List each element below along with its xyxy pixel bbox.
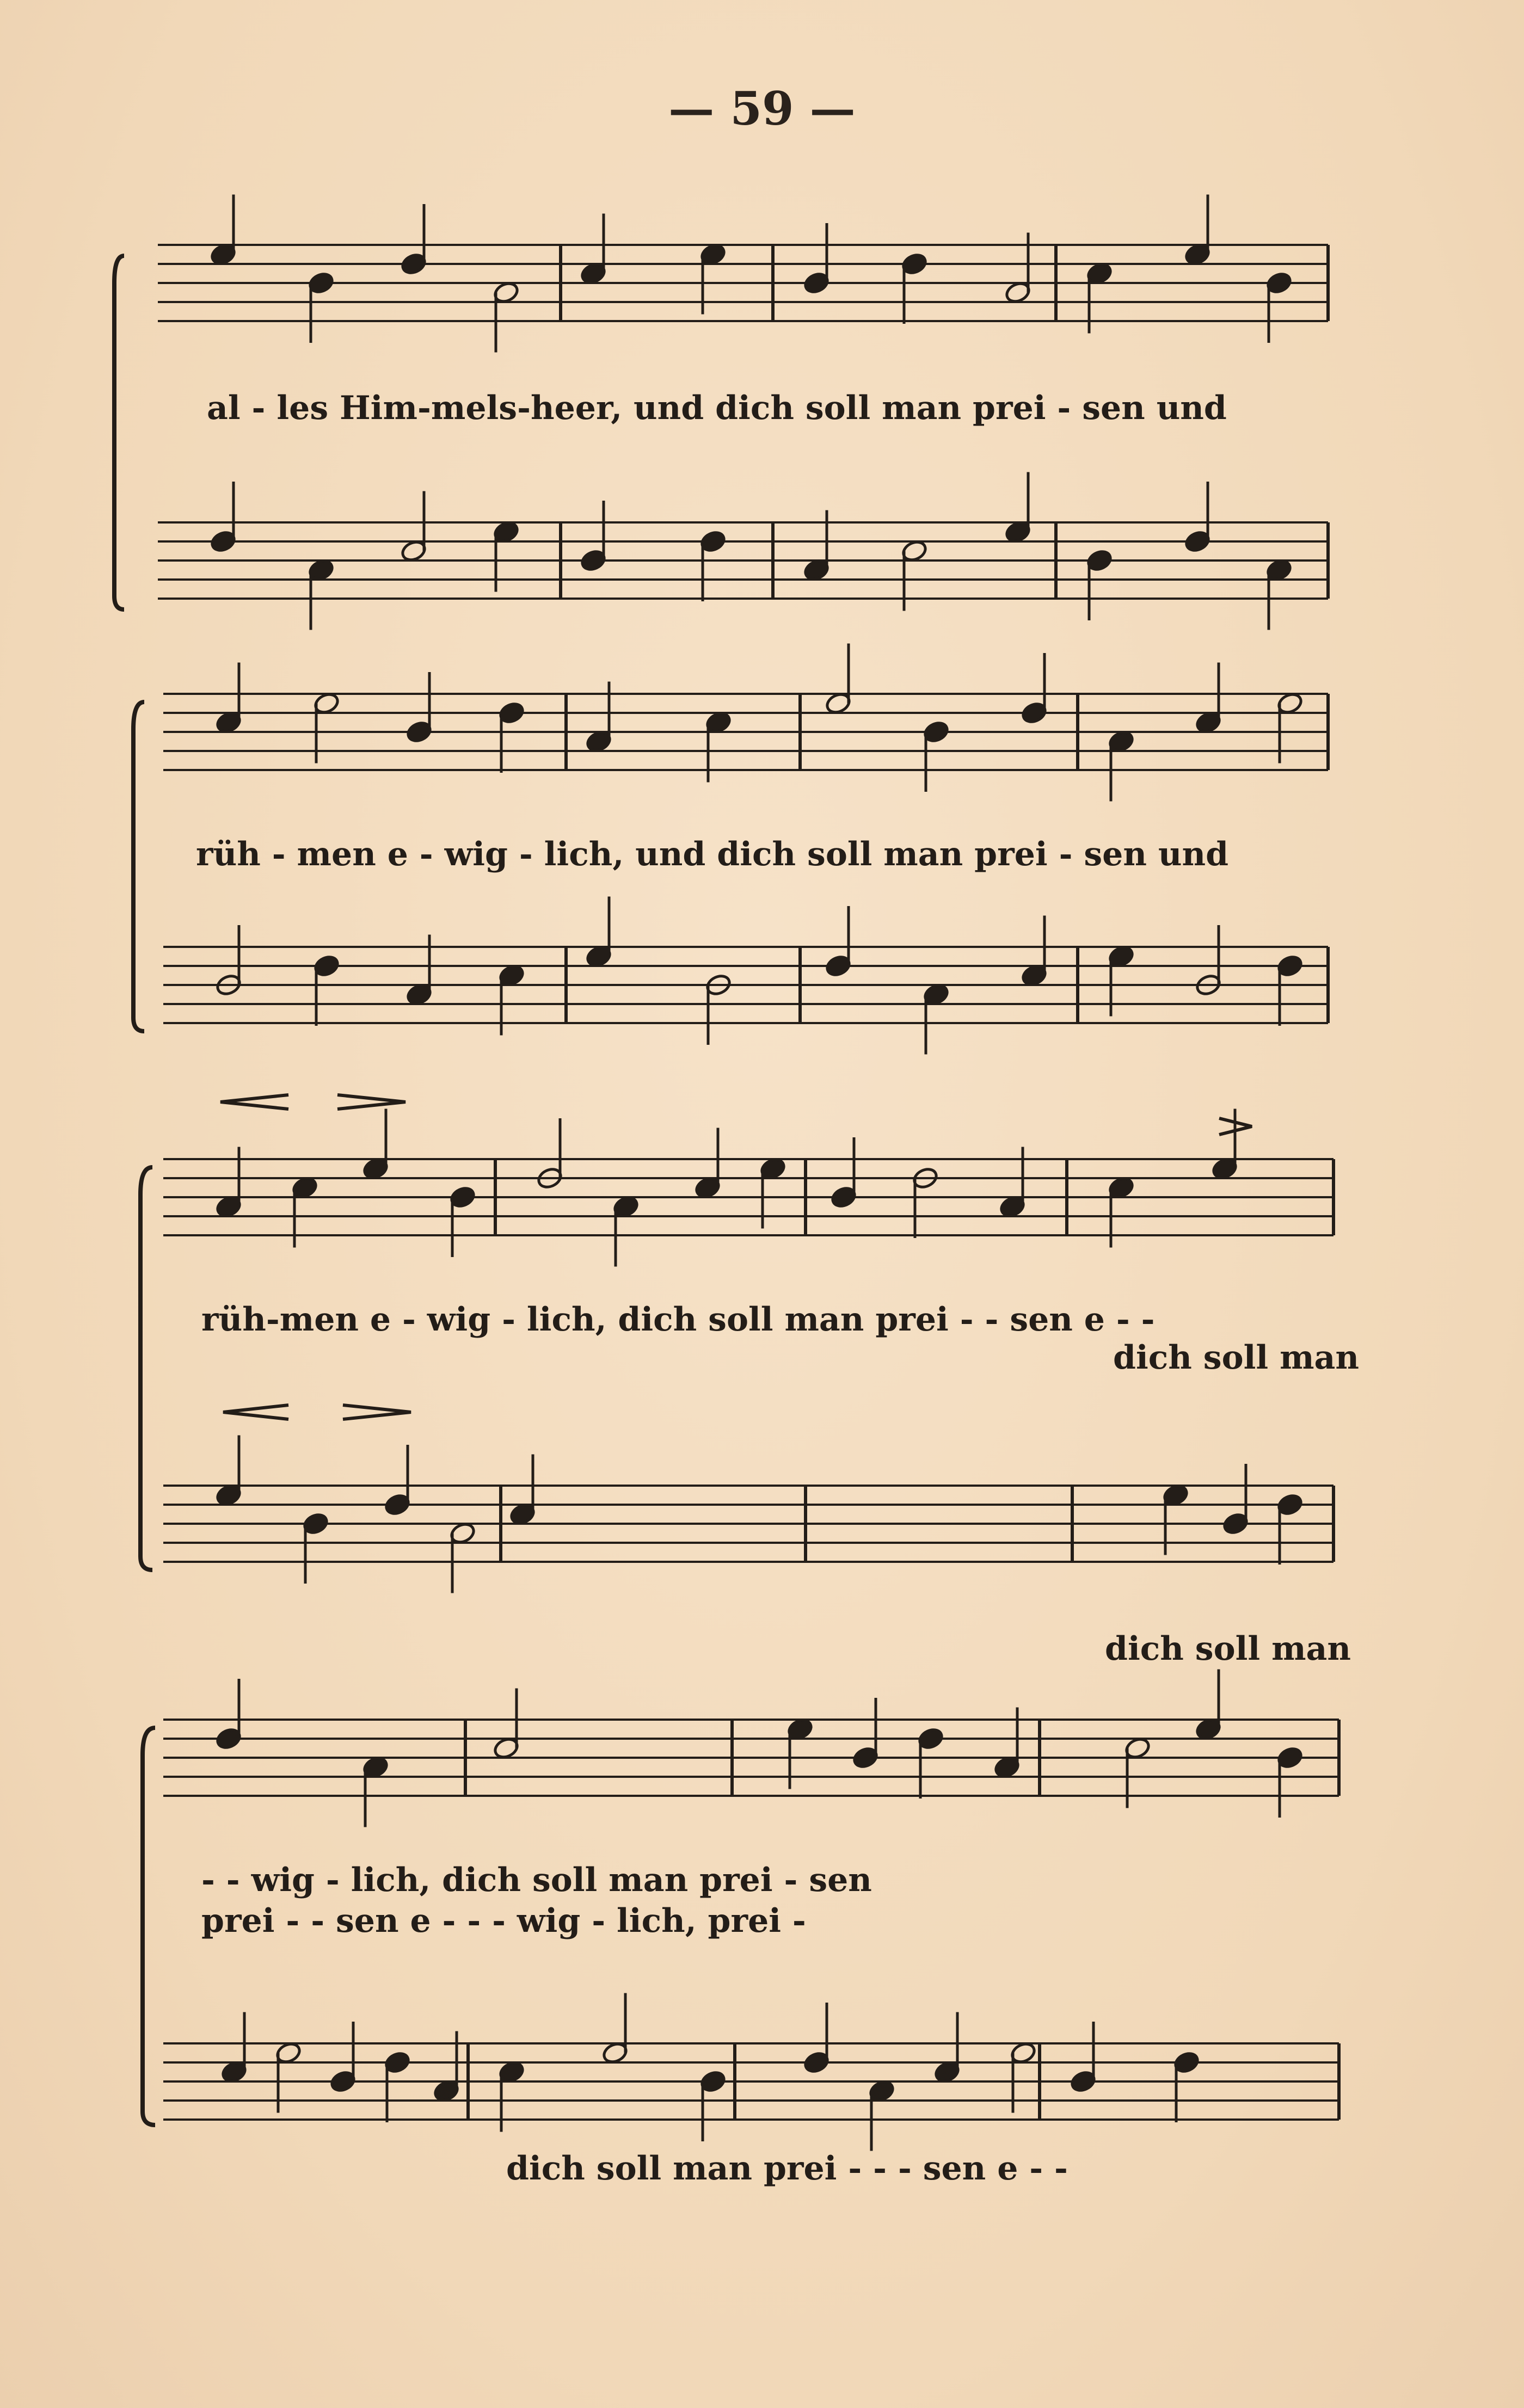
dynamics — [220, 1095, 1252, 1419]
lyric-line-1: al - les Him-mels-heer, und dich soll man prei - sen und — [207, 389, 1227, 427]
notes — [210, 195, 1304, 2151]
lyric-line-4: dich soll man — [1113, 1339, 1360, 1377]
lyric-line-6: - - wig - lich, dich soll man prei - sen — [201, 1861, 872, 1899]
lyric-line-5: dich soll man — [1105, 1630, 1351, 1668]
page-number: — 59 — — [668, 82, 856, 136]
lyric-line-2: rüh - men e - wig - lich, und dich soll man prei - sen und — [196, 835, 1229, 873]
lyric-line-8: dich soll man prei - - - sen e - - — [506, 2150, 1068, 2188]
lyric-line-7: prei - - sen e - - - wig - lich, prei - — [201, 1902, 806, 1940]
system-1 — [114, 245, 1328, 609]
lyric-line-3: rüh-men e - wig - lich, dich soll man prei - - sen e - - — [201, 1301, 1155, 1339]
